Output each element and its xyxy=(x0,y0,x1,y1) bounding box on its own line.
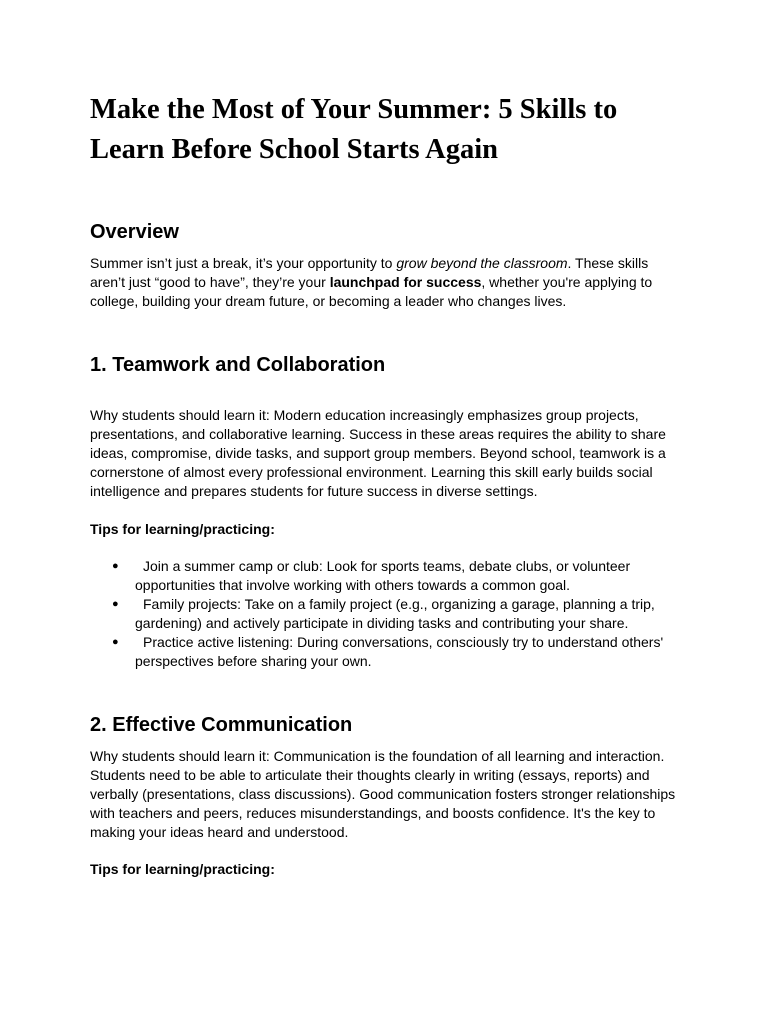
bullet-icon: ● xyxy=(112,560,119,572)
document-title: Make the Most of Your Summer: 5 Skills to Learn Before School Starts Again xyxy=(90,94,618,165)
overview-text-3: , whether you're applying to college, building your dream future, or becoming a leader who changes lives. xyxy=(90,274,653,309)
section-1-tips-list xyxy=(90,557,680,671)
overview-text-1: Summer isn’t just a break, it’s your opportunity to xyxy=(90,255,397,271)
list-item xyxy=(90,595,680,633)
section-1-heading: 1. Teamwork and Collaboration xyxy=(90,354,386,376)
section-1-tips-label: Tips for learning/practicing: xyxy=(90,521,275,537)
overview-paragraph xyxy=(90,254,685,311)
overview-text-2: . These skills aren’t just “good to have”, they’re your xyxy=(90,255,649,290)
list-item-text: Practice active listening: During conversations, consciously try to understand others' perspectives before sharing your own. xyxy=(135,634,664,669)
bullet-icon: ● xyxy=(112,636,119,648)
overview-heading: Overview xyxy=(90,221,179,243)
section-1-why-paragraph: Why students should learn it: Modern education increasingly emphasizes group projects, presentations, and collaborative learning. Success in these areas requires the ability to share ideas, compromise, divide tasks, and support group members. Beyond school, teamwork is a cornerstone of almost every professional environment. Learning this skill early builds social intelligence and prepares students for future success in diverse settings. xyxy=(90,407,666,499)
list-item xyxy=(90,557,680,595)
list-item-text: Family projects: Take on a family project (e.g., organizing a garage, planning a trip, gardening) and actively participate in dividing tasks and contributing your share. xyxy=(135,596,655,631)
overview-emphasis: grow beyond the classroom xyxy=(396,255,568,271)
overview-strong: launchpad for success xyxy=(329,274,482,290)
list-item xyxy=(90,633,680,671)
section-2-tips-label: Tips for learning/practicing: xyxy=(90,861,275,877)
list-item-text: Join a summer camp or club: Look for sports teams, debate clubs, or volunteer opportunities that involve working with others towards a common goal. xyxy=(135,558,631,593)
section-2-heading: 2. Effective Communication xyxy=(90,714,353,736)
bullet-icon: ● xyxy=(112,598,119,610)
section-2-why-paragraph: Why students should learn it: Communication is the foundation of all learning and interaction. Students need to be able to articulate their thoughts clearly in writing (essays, reports) and verbally (presentations, class discussions). Good communication fosters stronger relationships with teachers and peers, reduces misunderstandings, and boosts confidence. It's the key to making your ideas heard and understood. xyxy=(90,748,676,840)
